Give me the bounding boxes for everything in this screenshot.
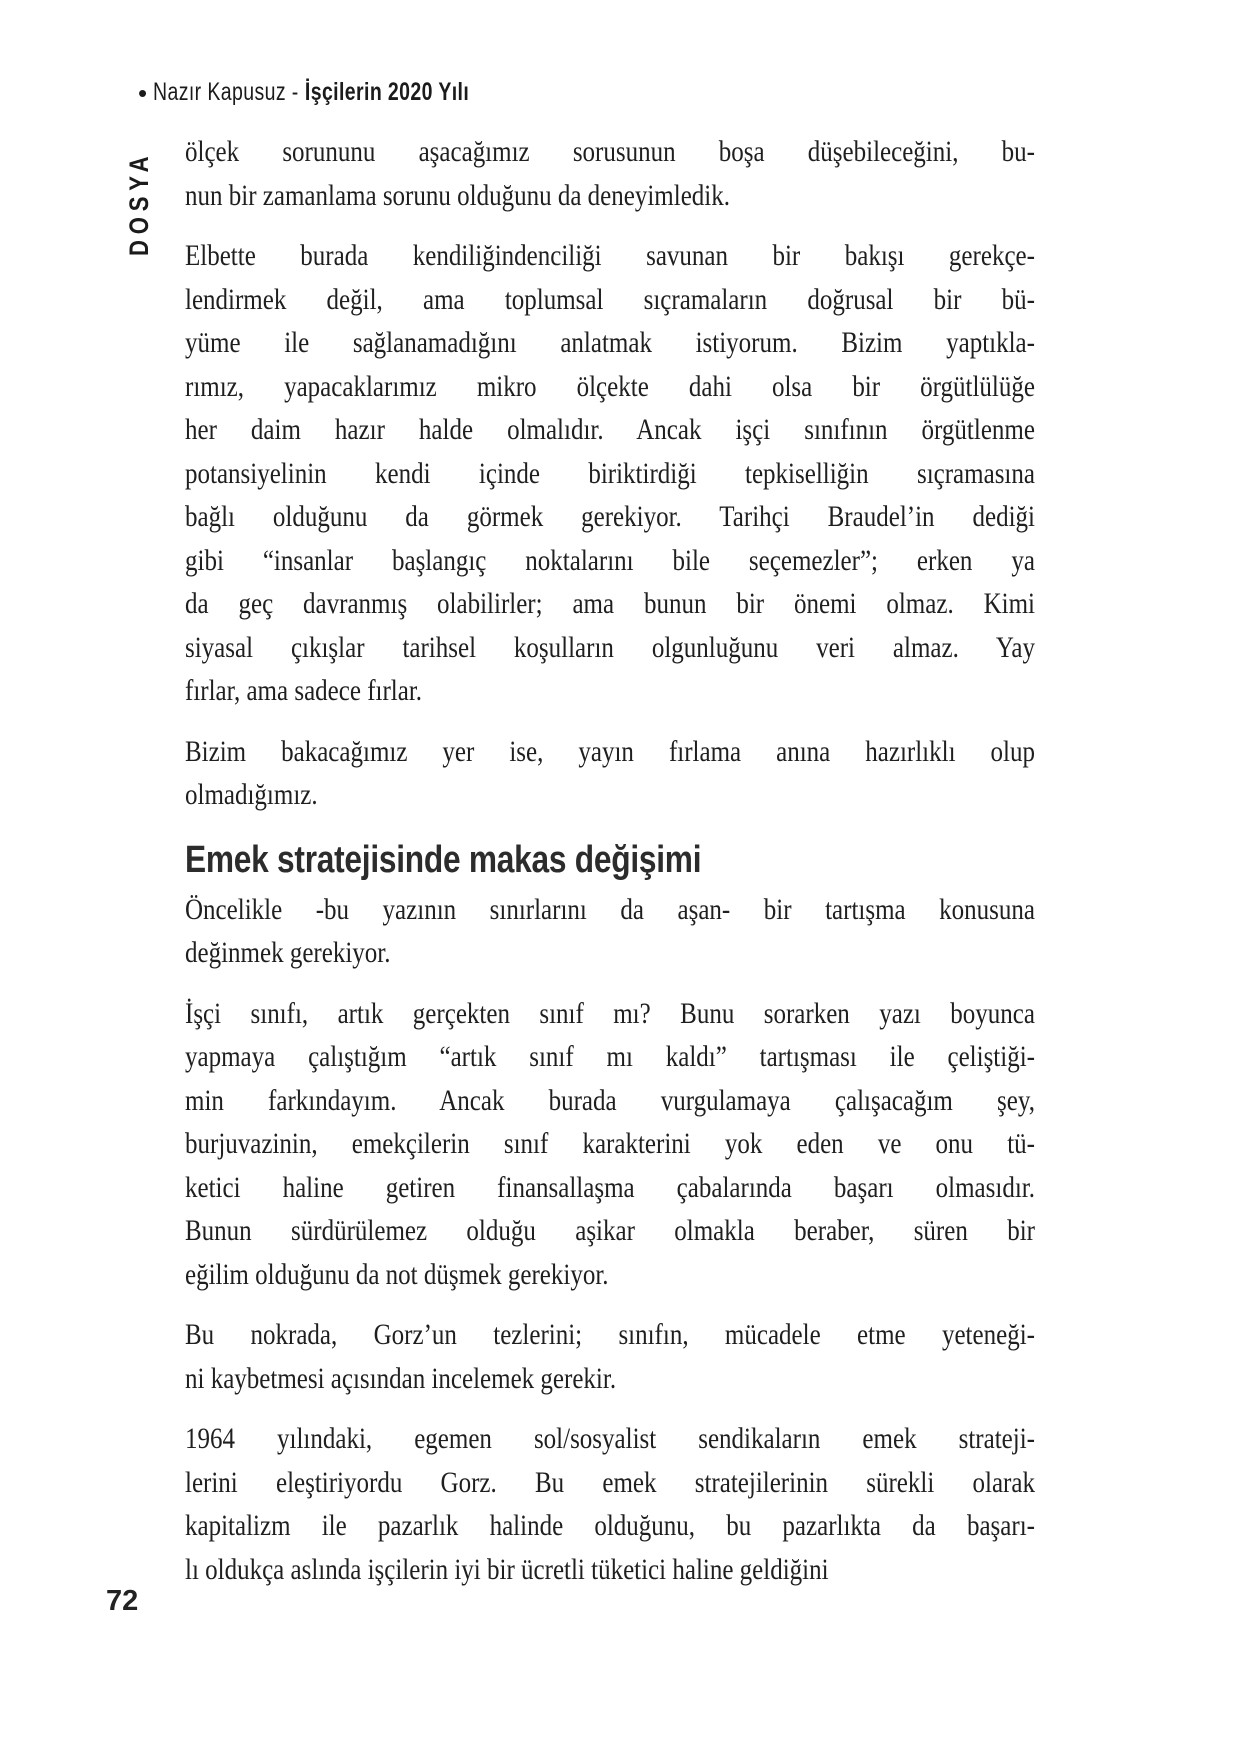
text-line: değinmek gerekiyor. bbox=[185, 936, 391, 969]
text-line: rımız, yapacaklarımız mikro ölçekte dahi olsa bir örgütlülüğe bbox=[185, 369, 1035, 403]
text-line: potansiyelinin kendi içinde biriktirdiği tepkiselliğin sıçramasına bbox=[185, 456, 1035, 490]
section-heading: Emek stratejisinde makas değişimi bbox=[185, 838, 702, 881]
text-line: İşçi sınıfı, artık gerçekten sınıf mı? Bunu sorarken yazı boyunca bbox=[185, 996, 1035, 1030]
text-line: nun bir zamanlama sorunu olduğunu da deneyimledik. bbox=[185, 178, 730, 212]
text-line: da geç davranmış olabilirler; ama bunun bir önemi olmaz. Kimi bbox=[185, 587, 1035, 620]
text-line: kapitalizm ile pazarlık halinde olduğunu, bu pazarlıkta da başarı- bbox=[185, 1509, 1035, 1542]
text-line: bağlı olduğunu da görmek gerekiyor. Tarihçi Braudel’in dediği bbox=[185, 500, 1035, 533]
text-line: Öncelikle -bu yazının sınırlarını da aşan- bir tartışma konusuna bbox=[185, 892, 1035, 926]
paragraph bbox=[185, 234, 1035, 713]
running-header bbox=[138, 78, 558, 107]
text-line: Bu nokrada, Gorz’un tezlerini; sınıfın, mücadele etme yeteneği- bbox=[185, 1318, 1035, 1351]
text-line: Bunun sürdürülemez olduğu aşikar olmakla beraber, süren bir bbox=[185, 1214, 1035, 1247]
paragraph bbox=[185, 130, 1035, 217]
text-line: 1964 yılındaki, egemen sol/sosyalist sendikaların emek strateji- bbox=[185, 1422, 1035, 1455]
header-author: Nazır Kapusuz - bbox=[153, 78, 299, 106]
text-line: ölçek sorununu aşacağımız sorusunun boşa düşebileceğini, bu- bbox=[185, 135, 1035, 168]
text-line: siyasal çıkışlar tarihsel koşulların olgunluğunu veri almaz. Yay bbox=[185, 630, 1035, 664]
text-line: gibi “insanlar başlangıç noktalarını bile seçemezler”; erken ya bbox=[185, 543, 1035, 577]
paragraph bbox=[185, 992, 1035, 1297]
text-line: eğilim olduğunu da not düşmek gerekiyor. bbox=[185, 1257, 609, 1291]
text-line: ketici haline getiren finansallaşma çabalarında başarı olmasıdır. bbox=[185, 1170, 1035, 1204]
text-line: olmadığımız. bbox=[185, 778, 318, 811]
text-line: Elbette burada kendiliğindenciliği savunan bir bakışı gerekçe- bbox=[185, 239, 1035, 272]
text-line: yapmaya çalıştığım “artık sınıf mı kaldı” tartışması ile çeliştiği- bbox=[185, 1040, 1035, 1073]
paragraph bbox=[185, 730, 1035, 817]
paragraph bbox=[185, 1313, 1035, 1400]
text-line: min farkındayım. Ancak burada vurgulamaya çalışacağım şey, bbox=[185, 1083, 1035, 1117]
text-line: ni kaybetmesi açısından incelemek gerekir. bbox=[185, 1361, 617, 1395]
text-line: lendirmek değil, ama toplumsal sıçramaların doğrusal bir bü- bbox=[185, 282, 1035, 316]
text-line: burjuvazinin, emekçilerin sınıf karakterini yok eden ve onu tü- bbox=[185, 1127, 1035, 1160]
bullet-icon: • bbox=[138, 77, 148, 108]
running-header-text bbox=[153, 78, 469, 107]
article-body bbox=[185, 130, 1035, 1608]
text-line: her daim hazır halde olmalıdır. Ancak işçi sınıfının örgütlenme bbox=[185, 413, 1035, 446]
text-line: yüme ile sağlanamadığını anlatmak istiyorum. Bizim yaptıkla- bbox=[185, 326, 1035, 359]
text-line: Bizim bakacağımız yer ise, yayın fırlama anına hazırlıklı olup bbox=[185, 734, 1035, 768]
text-line: fırlar, ama sadece fırlar. bbox=[185, 674, 423, 707]
page-number: 72 bbox=[106, 1585, 139, 1617]
paragraph bbox=[185, 1417, 1035, 1591]
header-book-title: İşçilerin 2020 Yılı bbox=[305, 78, 470, 106]
text-line: lerini eleştiriyordu Gorz. Bu emek stratejilerinin sürekli olarak bbox=[185, 1465, 1035, 1499]
paragraph bbox=[185, 888, 1035, 975]
section-label-dosya: DOSYA bbox=[124, 150, 154, 256]
text-line: lı oldukça aslında işçilerin iyi bir ücretli tüketici haline geldiğini bbox=[185, 1552, 829, 1586]
